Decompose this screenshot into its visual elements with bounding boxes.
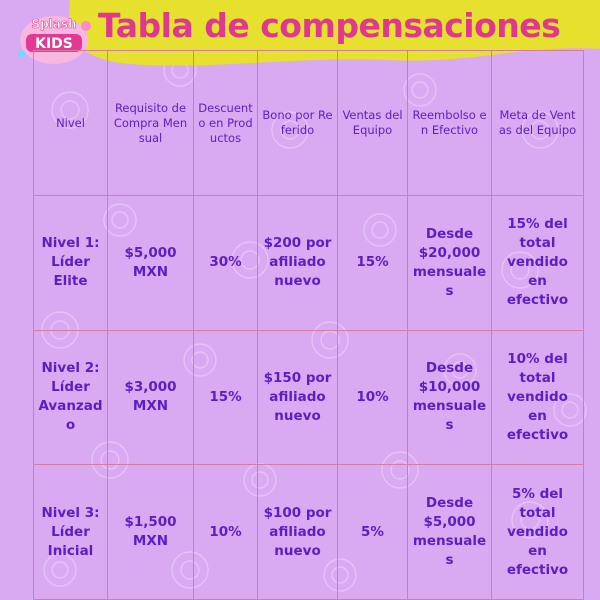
header-ventas-equipo: Ventas del Equipo bbox=[338, 51, 408, 196]
header-bono: Bono por Referido bbox=[258, 51, 338, 196]
cell-nivel: Nivel 2: Líder Avanzado bbox=[34, 330, 108, 465]
cell-reembolso: Desde $10,000 mensuales bbox=[408, 330, 492, 465]
header-reembolso: Reembolso en Efectivo bbox=[408, 51, 492, 196]
compensation-table bbox=[33, 50, 584, 600]
cell-bono: $150 por afiliado nuevo bbox=[258, 330, 338, 465]
header-nivel: Nivel bbox=[34, 51, 108, 196]
cell-reembolso: Desde $20,000 mensuales bbox=[408, 196, 492, 331]
table-row bbox=[34, 196, 584, 331]
cell-nivel: Nivel 1: Líder Elite bbox=[34, 196, 108, 331]
cell-meta: 10% del total vendido en efectivo bbox=[492, 330, 584, 465]
header-meta: Meta de Ventas del Equipo bbox=[492, 51, 584, 196]
cell-reembolso: Desde $5,000 mensuales bbox=[408, 465, 492, 600]
cell-requisito: $1,500 MXN bbox=[108, 465, 194, 600]
header-descuento: Descuento en Productos bbox=[194, 51, 258, 196]
header-requisito: Requisito de Compra Mensual bbox=[108, 51, 194, 196]
table-row bbox=[34, 465, 584, 600]
cell-descuento: 30% bbox=[194, 196, 258, 331]
logo-text-kids: KIDS bbox=[35, 36, 73, 52]
table-header-row bbox=[34, 51, 584, 196]
logo-text-splash: Splash bbox=[31, 17, 77, 31]
cell-meta: 5% del total vendido en efectivo bbox=[492, 465, 584, 600]
cell-requisito: $5,000 MXN bbox=[108, 196, 194, 331]
page-title: Tabla de compensaciones bbox=[98, 6, 561, 45]
cell-ventas-equipo: 15% bbox=[338, 196, 408, 331]
table-row bbox=[34, 330, 584, 465]
cell-nivel: Nivel 3: Líder Inicial bbox=[34, 465, 108, 600]
cell-descuento: 10% bbox=[194, 465, 258, 600]
cell-ventas-equipo: 5% bbox=[338, 465, 408, 600]
cell-bono: $100 por afiliado nuevo bbox=[258, 465, 338, 600]
cell-meta: 15% del total vendido en efectivo bbox=[492, 196, 584, 331]
cell-bono: $200 por afiliado nuevo bbox=[258, 196, 338, 331]
cell-descuento: 15% bbox=[194, 330, 258, 465]
cell-requisito: $3,000 MXN bbox=[108, 330, 194, 465]
cell-ventas-equipo: 10% bbox=[338, 330, 408, 465]
